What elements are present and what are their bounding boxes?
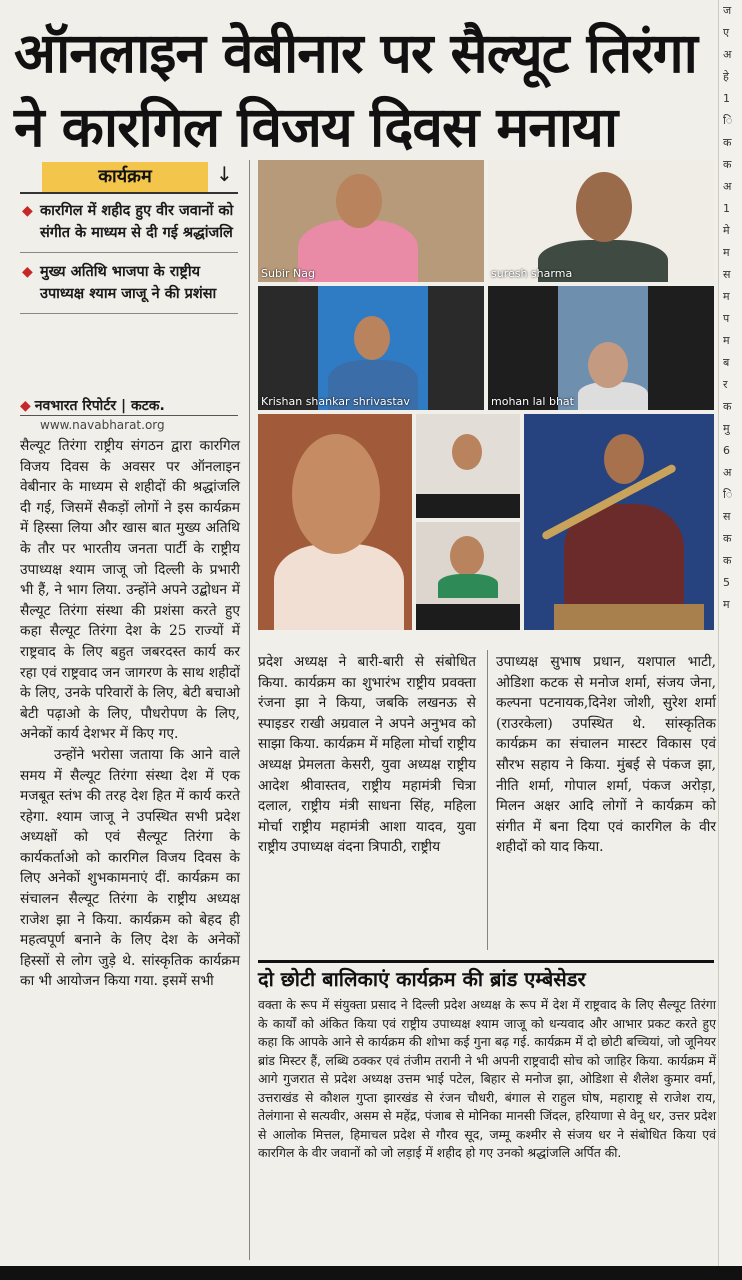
subheading: दो छोटी बालिकाएं कार्यक्रम की ब्रांड एम्बेसेडर	[258, 960, 714, 992]
website-label: www.navabharat.org	[40, 418, 165, 432]
bullet-text: कारगिल में शहीद हुए वीर जवानों को संगीत के माध्यम से दी गई श्रद्धांजलि	[40, 203, 234, 241]
video-tile	[258, 286, 484, 410]
divider	[20, 415, 238, 416]
diamond-bullet-icon: ◆	[22, 264, 33, 280]
video-tile	[488, 286, 714, 410]
video-tile	[258, 160, 484, 282]
divider	[20, 192, 238, 194]
article-column-2	[258, 652, 476, 858]
article-column-4	[258, 996, 716, 1163]
article-column-3	[496, 652, 716, 858]
participant-name: Subir Nag	[261, 267, 315, 280]
participant-name: mohan lal bhat	[491, 395, 574, 408]
paragraph: उन्होंने भरोसा जताया कि आने वाले समय में सैल्यूट तिरंगा संस्था देश में एक मजबूत स्तंभ की तरह देश हित में कार्य करते रहेगा. श्याम जाजू ने उपस्थित सभी प्रदेश अध्यक्षों को एवं सैल्यूट तिरंगा के कार्यकर्ताओ को कारगिल विजय दिवस के लिए अनेकों शुभकामनाएं दीं. कार्यक्रम का संचालन सैल्यूट तिरंगा के राष्ट्रीय अध्यक्ष राजेश झा ने किया. कार्यक्रम को बेहद ही महत्वपूर्ण बनाने के लिए देश के अनेकों हिस्सों से लोग जुड़े थे. सांस्कृतिक कार्यक्रम का भी आयोजन किया गया. इसमें सभी	[20, 746, 240, 990]
bullet-text: मुख्य अतिथि भाजपा के राष्ट्रीय उपाध्यक्ष श्याम जाजू ने की प्रशंसा	[40, 264, 217, 302]
byline-text: नवभारत रिपोर्टर | कटक.	[34, 398, 165, 414]
video-tile	[416, 414, 520, 518]
participant-name: suresh sharma	[491, 267, 573, 280]
bottom-border	[0, 1266, 742, 1280]
paragraph: वक्ता के रूप में संयुक्ता प्रसाद ने दिल्ली प्रदेश अध्यक्ष के रूप में देश में राष्ट्रवाद के लिए सैल्यूट तिरंगा के कार्यों को अंकित किया एवं राष्ट्रीय उपाध्यक्ष श्याम जाजू को धन्यवाद और आभार प्रकट करते हुए कहा कि आपके आने से कार्यक्रम की शोभा कई गुना बढ़ गई. कार्यक्रम में दो छोटी बच्चियां, जो जूनियर ब्रांड मिस्टर हैं, लब्धि ठक्कर एवं तंजीम तरानी ने भी अपनी राष्ट्रवादी सोच को जाहिर किया. कार्यक्रम में आगे गुजरात से प्रदेश अध्यक्ष उत्तम भाई पटेल, बिहार से मनोज झा, ओडिशा से शैलेश कुमार वर्मा, उत्तराखंड से कौशल गुप्ता झारखंड से रंजन चौधरी, बंगाल से राहुल घोष, महाराष्ट्र से राजेश राय, तेलंगाना से सत्यवीर, असम से महेंद्र, पंजाब से मोनिका मानसी जिंदल, हरियाणा से वेनू धर, उत्तर प्रदेश से आलोक मित्तल, हिमाचल प्रदेश से गौरव सूद, जम्मू कश्मीर से संजय धर ने संबोधित किया एवं कारगिल के वीर जवानों को जो लड़ाई में शहीद हो गए उनको श्रद्धांजलि अर्पित की.	[258, 997, 716, 1160]
webinar-photo-collage	[258, 160, 714, 630]
adjacent-article-edge: ज ए अ हे 1 ि क क अ 1 मे म स म प म ब र क मु 6 अ ि स क क 5 म	[718, 0, 742, 1280]
down-arrow-icon: ↓	[216, 162, 233, 186]
participant-name: Krishan shankar shrivastav	[261, 395, 410, 408]
paragraph: सैल्यूट तिरंगा राष्ट्रीय संगठन द्वारा कारगिल विजय दिवस के अवसर पर ऑनलाइन वेबीनार के माध्यम से शहीदों की श्रद्धांजलि दी गई, जिसमें सैकड़ों लोगों ने इस कार्यक्रम में हिस्सा लिया और खास बात मुख्य अतिथि के तौर पर भारतीय जनता पार्टी के राष्ट्रीय उपाध्यक्ष श्याम जाजू जो दिल्ली के प्रभारी भी हैं, ने भाग लिया. उन्होंने अपने उद्बोधन में सैल्यूट तिरंगा संस्था की प्रशंसा करते हुए कहा सैल्यूट तिरंगा देश के 25 राज्यों में राष्ट्रवाद के लिए बहुत जबरदस्त कार्य कर रहा एवं राष्ट्रवाद जन जागरण के साथ शहीदों के लिए, उनके परिवारों के लिए, बेटी बचाओ बेटी पढ़ाओ के लिए, पौधरोपण के लिए, अनेकों कार्य देशभर में किए गए.	[20, 438, 240, 743]
bullet-item	[20, 261, 238, 314]
byline	[20, 396, 165, 415]
article-column-1	[20, 436, 240, 992]
headline-line-1: ऑनलाइन वेबीनार पर सैल्यूट तिरंगा	[14, 21, 697, 85]
section-tag: कार्यक्रम	[42, 162, 208, 192]
video-tile	[488, 160, 714, 282]
bullet-item	[20, 200, 238, 253]
headline-line-2: ने कारगिल विजय दिवस मनाया	[14, 95, 618, 159]
video-tile	[258, 414, 412, 630]
diamond-bullet-icon: ◆	[22, 203, 33, 219]
diamond-bullet-icon: ◆	[20, 398, 31, 414]
column-divider	[249, 160, 250, 1260]
highlight-bullets	[20, 200, 238, 322]
paragraph: उपाध्यक्ष सुभाष प्रधान, यशपाल भाटी, ओडिशा कटक से मनोज शर्मा, संजय जेना, कल्पना पटनायक,दिनेश जोशी, सुरेश शर्मा (राउरकेला) उपस्थित थे. सांस्कृतिक कार्यक्रम का संचालन मास्टर विकास एवं सौरभ सहाय ने किया. मुंबई से पंकज झा, नीति शर्मा, गोपाल शर्मा, पंकज अरोड़ा, मिलन अक्षर आदि लोगों ने कार्यक्रम को संगीत में बना दिया एवं कारगिल के वीर शहीदों को याद किया.	[496, 654, 716, 856]
video-tile	[416, 522, 520, 630]
video-tile	[524, 414, 714, 630]
column-divider	[487, 650, 488, 950]
paragraph: प्रदेश अध्यक्ष ने बारी-बारी से संबोधित किया. कार्यक्रम का शुभारंभ राष्ट्रीय प्रवक्ता रंजना झा ने किया, जबकि लखनऊ से स्पाइडर राखी अग्रवाल ने अपने अनुभव को साझा किया. कार्यक्रम में महिला मोर्चा राष्ट्रीय अध्यक्ष प्रेमलता केसरी, युवा अध्यक्ष राष्ट्रीय आदेश श्रीवास्तव, राष्ट्रीय महामंत्री चित्रा दलाल, राष्ट्रीय मंत्री साधना सिंह, महिला मोर्चा राष्ट्रीय महामंत्री आशा यादव, युवा राष्ट्रीय उपाध्यक्ष वंदना त्रिपाठी, राष्ट्रीय	[258, 654, 476, 856]
